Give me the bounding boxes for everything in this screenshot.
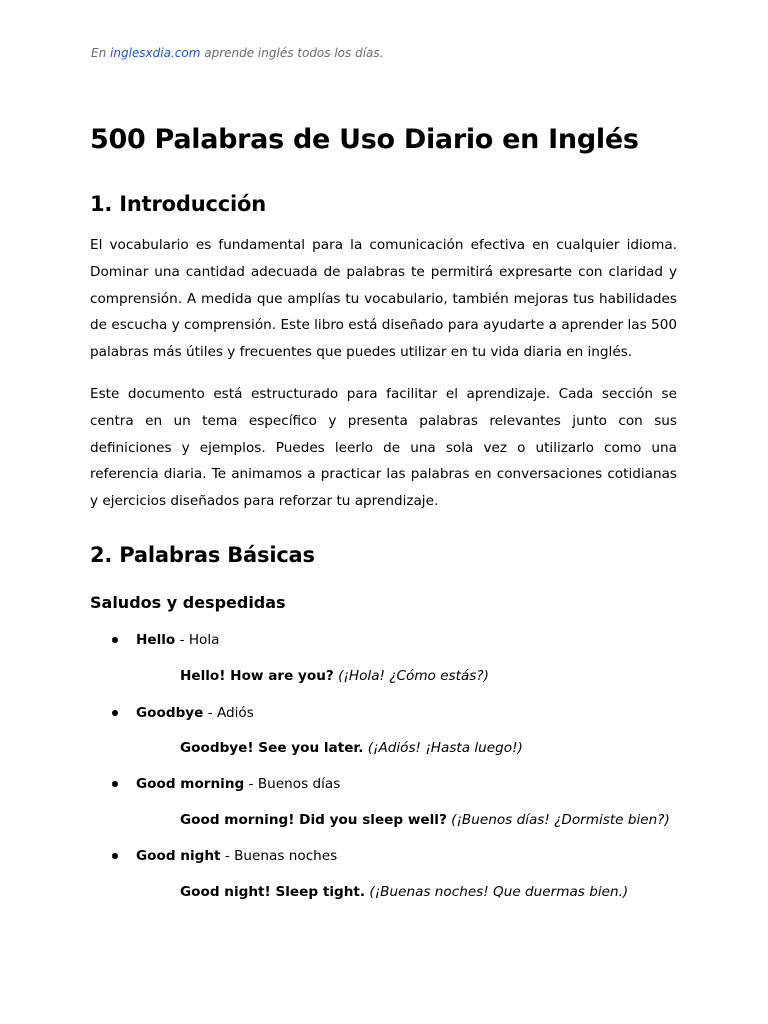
- document-title: 500 Palabras de Uso Diario en Inglés: [90, 124, 639, 155]
- example-sentence: [180, 740, 523, 756]
- separator: -: [175, 632, 189, 648]
- example-es: (¡Hola! ¿Cómo estás?): [338, 668, 489, 684]
- header-suffix: aprende inglés todos los días.: [204, 46, 384, 60]
- translation: Adiós: [216, 705, 254, 721]
- example-en: Good night! Sleep tight.: [180, 884, 366, 900]
- translation: Buenos días: [257, 776, 341, 792]
- example-sentence: [180, 812, 670, 828]
- greetings-subheading: Saludos y despedidas: [90, 593, 286, 612]
- bullet-icon: [112, 781, 118, 787]
- example-en: Good morning! Did you sleep well?: [180, 812, 447, 828]
- intro-paragraph-1: El vocabulario es fundamental para la comunicación efectiva en cualquier idioma. Dominar una cantidad adecuada de palabras te permitirá expresarte con claridad y comprensión. A medida que amplías tu vocabulario, también mejoras tus habilidades de escucha y comprensión. Este libro está diseñado para ayudarte a aprender las 500 palabras más útiles y frecuentes que puedes utilizar en tu vida diaria en inglés.: [90, 237, 677, 361]
- section-2-heading: 2. Palabras Básicas: [90, 543, 315, 567]
- bullet-icon: [112, 853, 118, 859]
- example-sentence: [180, 668, 489, 684]
- example-en: Goodbye! See you later.: [180, 740, 364, 756]
- example-es: (¡Buenos días! ¿Dormiste bien?): [451, 812, 670, 828]
- word: Hello: [136, 632, 176, 648]
- word: Good night: [136, 848, 221, 864]
- header-note: [91, 46, 383, 60]
- separator: -: [220, 848, 235, 864]
- translation: Hola: [188, 632, 220, 648]
- separator: -: [203, 705, 217, 721]
- section-1-heading: 1. Introducción: [90, 192, 266, 216]
- bullet-icon: [112, 637, 118, 643]
- intro-paragraph-2: Este documento está estructurado para facilitar el aprendizaje. Cada sección se centra en un tema específico y presenta palabras relevantes junto con sus definiciones y ejemplos. Puedes leerlo de una sola vez o utilizarlo como una referencia diaria. Te animamos a practicar las palabras en conversaciones cotidianas y ejercicios diseñados para reforzar tu aprendizaje.: [90, 386, 677, 510]
- separator: -: [244, 776, 258, 792]
- header-prefix: En: [91, 46, 107, 60]
- example-es: (¡Buenas noches! Que duermas bien.): [369, 884, 629, 900]
- example-es: (¡Adiós! ¡Hasta luego!): [367, 740, 523, 756]
- word: Goodbye: [136, 705, 204, 721]
- example-sentence: [180, 884, 628, 900]
- example-en: Hello! How are you?: [180, 668, 334, 684]
- translation: Buenas noches: [234, 848, 338, 864]
- site-link[interactable]: inglesxdia.com: [110, 46, 201, 60]
- word: Good morning: [136, 776, 245, 792]
- bullet-icon: [112, 710, 118, 716]
